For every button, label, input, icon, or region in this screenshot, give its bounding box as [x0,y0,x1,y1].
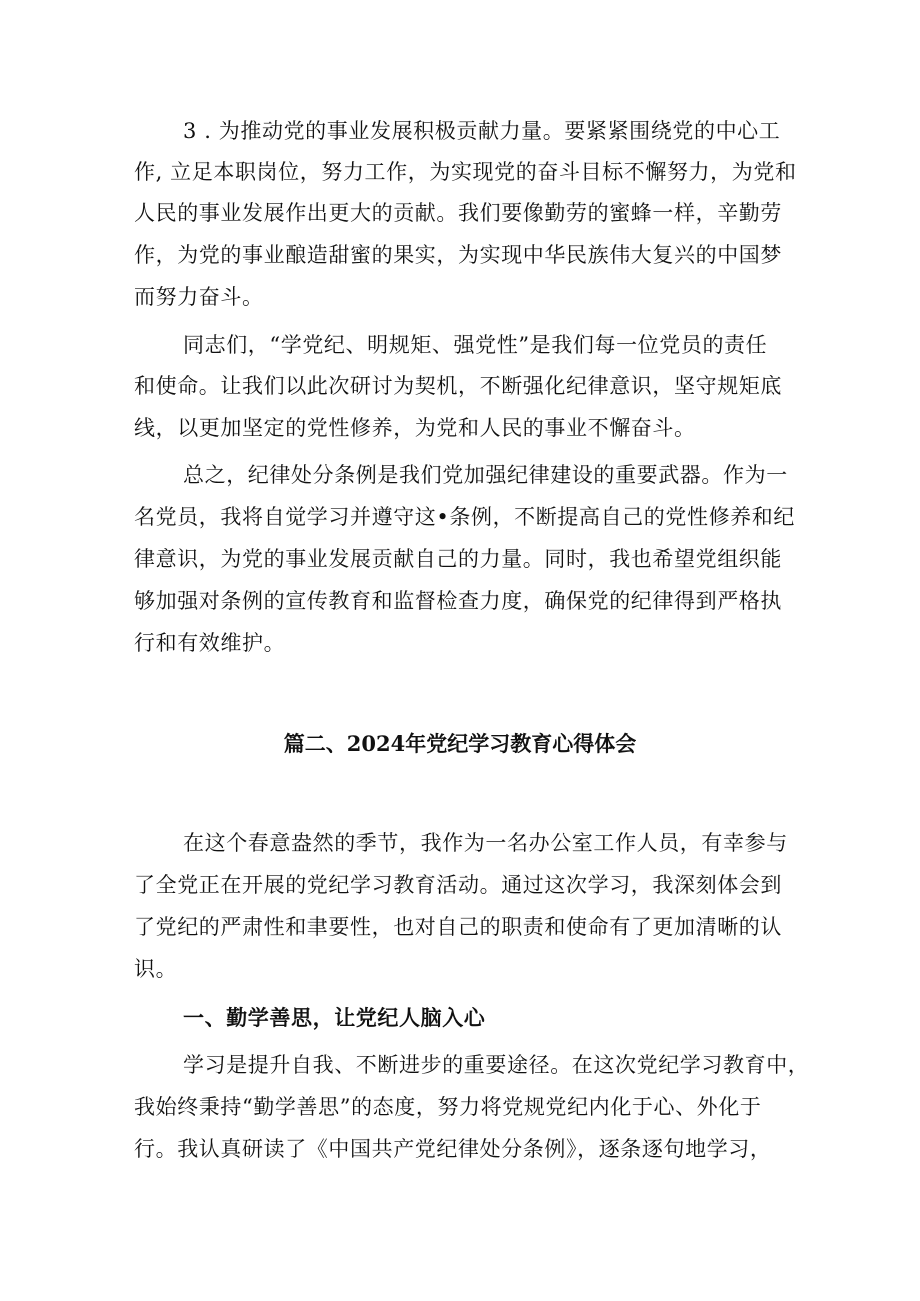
text-line: 行和有效维护。 [134,631,286,655]
text-line: 了党纪的严肃性和聿要性，也对自己的职责和使命有了更加清晰的认 [134,915,782,939]
text-line: 了全党正在开展的党纪学习教育活动。通过这次学习，我深刻体会到 [134,873,782,897]
text-line: 作，为党的事业酿造甜蜜的果实，为实现中华民族伟大复兴的中国梦 [134,243,782,267]
text-line: 而努力奋斗。 [134,285,264,309]
text-line: 同志们，“学党纪、明规矩、强党性”是我们每一位党员的责任 [183,333,768,357]
text-line: 识。 [134,957,178,981]
text-line: 律意识，为党的事业发展贡献自己的力量。同时，我也希望党组织能 [134,547,782,571]
text-line: 名党员，我将自觉学习并遵守这•条例，不断提高自己的党性修养和纪 [134,505,795,529]
section-title: 篇二、2024年党纪学习教育心得体会 [283,731,637,756]
text-line: 行。我认真研读了《中国共产党纪律处分条例》，逐条逐句地学习， [134,1137,772,1161]
text-line: 作, 立足本职岗位，努力工作，为实现党的奋斗目标不懈努力，为党和 [134,160,797,184]
text-line: 和使命。让我们以此次研讨为契机，不断强化纪律意识，坚守规矩底 [134,374,782,398]
text-line: 人民的事业发展作出更大的贡献。我们要像勤劳的蜜蜂一样，辛勤劳 [134,201,782,225]
text-line: 线，以更加坚定的党性修养，为党和人民的事业不懈奋斗。 [134,416,696,440]
subheading: 一、勤学善思，让党纪人脑入心 [183,1005,486,1030]
text-line: 我始终秉持“勤学善思”的态度，努力将党规党纪内化于心、外化于 [134,1095,762,1119]
text-line: 够加强对条例的宣传教育和监督检查力度，确保党的纪律得到严格执 [134,589,782,613]
text-line: 在这个春意盎然的季节，我作为一名办公室工作人员，有幸参与 [183,831,788,855]
text-line: 3 . 为推动党的事业发展积极贡献力量。要紧紧围绕党的中心工 [183,119,781,143]
text-line: 总之，纪律处分条例是我们党加强纪律建设的重要武器。作为一 [183,463,788,487]
text-line: 学习是提升自我、不断进步的重要途径。在这次党纪学习教育中， [183,1053,810,1077]
